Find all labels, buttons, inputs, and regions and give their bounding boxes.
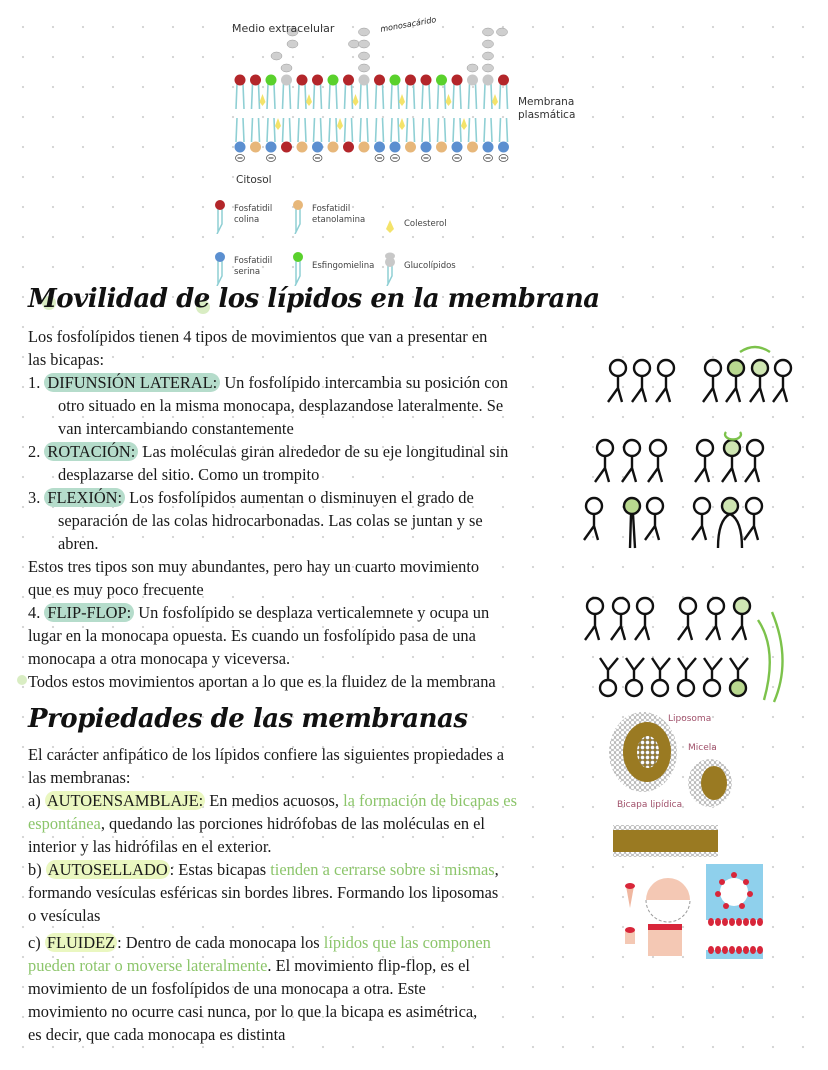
lipid-head	[467, 75, 478, 86]
text-segment: las bicapas:	[28, 350, 105, 369]
legend-item	[210, 252, 272, 286]
legend-label-line: etanolamina	[312, 215, 366, 225]
text-segment: que es muy poco frecuente	[28, 580, 204, 599]
phospholipid-figure	[611, 598, 629, 640]
text-segment: b)	[28, 860, 46, 879]
glycan-unit	[497, 28, 508, 36]
lipid-head	[281, 142, 292, 153]
legend-item	[380, 210, 447, 244]
lipid-head	[312, 142, 323, 153]
cholesterol-mark	[306, 94, 312, 106]
lipid-head	[312, 75, 323, 86]
cholesterol-mark	[492, 94, 498, 106]
monosaccharide-annotation: monosacárido	[379, 15, 437, 34]
text-line	[28, 372, 508, 394]
text-segment: Los fosfolípidos tienen 4 tipos de movimientos que van a presentar en	[28, 327, 488, 346]
text-segment: : Estas bicapas	[169, 860, 271, 879]
legend-item	[288, 200, 365, 234]
micelle-bilayer-diagram	[598, 862, 813, 962]
glycan-unit	[359, 64, 370, 72]
text-line	[28, 326, 487, 348]
cholesterol-mark	[399, 118, 405, 130]
legend-label	[234, 256, 272, 278]
cholesterol-mark	[399, 94, 405, 106]
term-highlight: FLEXIÓN:	[44, 488, 125, 507]
text-segment: 1.	[28, 373, 45, 392]
phospholipid-figure	[635, 598, 653, 640]
text-segment: , quedando las porciones hidrófobas de las moléculas en el	[100, 814, 485, 833]
membrane-diagram	[220, 14, 600, 277]
phospholipid-figure	[773, 360, 791, 402]
lipid-head	[328, 142, 339, 153]
term-highlight: AUTOENSAMBLAJE:	[46, 791, 204, 810]
membrane-label-line1: Membrana	[518, 96, 575, 108]
lipid-head	[436, 142, 447, 153]
lipid-head	[266, 75, 277, 86]
text-segment: otro situado en la misma monocapa, desplazandose lateralmente. Se	[58, 396, 504, 415]
lipid-head	[498, 75, 509, 86]
legend-swatch-icon	[288, 200, 308, 234]
lipid-head	[235, 142, 246, 153]
phospholipid-figure	[595, 440, 613, 482]
legend-label-line: Fosfatidil	[312, 204, 351, 214]
phospholipid-figure	[584, 498, 602, 540]
lipid-head	[374, 75, 385, 86]
legend-label-line: Colesterol	[404, 219, 447, 229]
legend-label	[404, 219, 447, 230]
lipid-head	[390, 75, 401, 86]
glycan-unit	[349, 40, 360, 48]
cholesterol-mark	[275, 118, 281, 130]
text-line	[28, 602, 489, 624]
text-line	[28, 487, 474, 509]
legend-item	[210, 200, 272, 234]
text-line	[28, 790, 517, 812]
phospholipid-figure	[622, 440, 640, 482]
lipid-head	[328, 75, 339, 86]
text-line	[28, 813, 485, 835]
glycan-unit	[287, 40, 298, 48]
term-highlight: FLIP-FLOP:	[44, 603, 134, 622]
text-segment: abren.	[58, 534, 99, 553]
text-line	[58, 533, 99, 555]
text-segment: van intercambiando constantemente	[58, 419, 294, 438]
phospholipid-figure	[703, 360, 721, 402]
text-segment: En medios acuosos,	[205, 791, 344, 810]
lipid-head	[483, 75, 494, 86]
term-highlight: DIFUNSIÓN LATERAL:	[44, 373, 220, 392]
text-segment: c)	[28, 933, 45, 952]
phospholipid-figure	[648, 440, 666, 482]
legend-label-line: Glucolípidos	[404, 261, 456, 271]
legend-label	[312, 261, 374, 272]
legend-item	[380, 252, 456, 286]
glycan-unit	[467, 64, 478, 72]
text-line	[28, 1024, 285, 1046]
text-line	[28, 932, 491, 954]
cholesterol-mark	[446, 94, 452, 106]
text-segment: desplazarse del sitio. Como un trompito	[58, 465, 320, 484]
text-segment: 3.	[28, 488, 45, 507]
lipid-head	[297, 75, 308, 86]
membrane-label-line2: plasmática	[518, 109, 576, 121]
text-line	[58, 464, 319, 486]
swap-arrow-icon	[740, 347, 770, 352]
bilayer-label: Bicapa lipídica	[617, 800, 683, 810]
lipid-head	[281, 75, 292, 86]
phospholipid-figure	[730, 658, 748, 696]
text-segment: las membranas:	[28, 768, 131, 787]
cholesterol-mark	[337, 118, 343, 130]
text-line	[28, 579, 204, 601]
glycan-unit	[359, 40, 370, 48]
glycan-unit	[271, 52, 282, 60]
section-title-mobility: Movilidad de los lípidos en la membrana	[28, 284, 600, 314]
lipid-head	[374, 142, 385, 153]
glycan-unit	[483, 40, 494, 48]
legend-item	[288, 252, 374, 286]
phospholipid-figure	[656, 360, 674, 402]
lipid-head	[467, 142, 478, 153]
text-line	[28, 767, 130, 789]
glycan-unit	[281, 64, 292, 72]
lipid-head	[421, 142, 432, 153]
text-segment: Un fosfolípido se desplaza verticalemnete y ocupa un	[134, 603, 490, 622]
liposome-label: Liposoma	[668, 714, 712, 724]
legend-label-line: Fosfatidil	[234, 204, 273, 214]
text-segment: Todos estos movimientos aportan a lo que es la fluidez de la membrana	[28, 672, 496, 691]
text-line	[28, 836, 272, 858]
phospholipid-figure	[678, 598, 696, 640]
legend-swatch-icon	[210, 200, 230, 234]
lipid-head	[359, 75, 370, 86]
emphasis-text: pueden rotar o moverse lateralmente	[28, 956, 268, 975]
phospholipid-figure	[722, 440, 740, 482]
text-segment: a)	[28, 791, 45, 810]
text-line	[28, 648, 290, 670]
text-segment: Un fosfolípido intercambia su posición con	[220, 373, 508, 392]
text-line	[58, 418, 294, 440]
lipid-head	[436, 75, 447, 86]
lipid-head	[452, 142, 463, 153]
phospholipid-figure	[585, 598, 603, 640]
term-highlight: AUTOSELLADO	[47, 860, 168, 879]
text-segment: o vesículas	[28, 906, 101, 925]
text-line	[28, 978, 426, 1000]
legend-swatch-icon	[210, 252, 230, 286]
membrane-label	[518, 96, 575, 122]
rotation-arrow-icon	[725, 432, 741, 439]
phospholipid-figure	[624, 498, 640, 548]
legend-label	[404, 261, 456, 272]
text-segment: : Dentro de cada monocapa los	[117, 933, 324, 952]
text-line	[28, 859, 499, 881]
movement-figures	[580, 340, 820, 710]
phospholipid-figure	[744, 498, 762, 540]
text-line	[28, 349, 104, 371]
phospholipid-figure	[726, 360, 744, 402]
legend-label-line: Esfingomielina	[312, 261, 375, 271]
text-segment: ,	[494, 860, 499, 879]
text-line	[58, 395, 503, 417]
phospholipid-figure	[626, 658, 644, 696]
micelle-label: Micela	[688, 743, 717, 753]
phospholipid-figure	[678, 658, 696, 696]
phospholipid-figure	[652, 658, 670, 696]
phospholipid-figure	[600, 658, 618, 696]
lipid-head	[250, 75, 261, 86]
text-segment: movimiento no ocurre casi nunca, por lo que la bicapa es asimétrica,	[28, 1002, 478, 1021]
legend-label	[234, 204, 272, 226]
text-segment: Estos tres tipos son muy abundantes, pero hay un cuarto movimiento	[28, 557, 480, 576]
text-segment: El carácter anfipático de los lípidos confiere las siguientes propiedades a	[28, 745, 505, 764]
phospholipid-figure	[692, 498, 710, 540]
glycan-unit	[483, 64, 494, 72]
lipid-head	[498, 142, 509, 153]
emphasis-text: tienden a cerrarse sobre si mismas	[270, 860, 495, 879]
text-line	[28, 744, 504, 766]
cytosol-label: Citosol	[236, 174, 272, 186]
flip-flop-arrow-icon	[758, 612, 783, 702]
cholesterol-mark	[461, 118, 467, 130]
glycan-unit	[359, 28, 370, 36]
lipid-head	[483, 142, 494, 153]
term-highlight: FLUIDEZ	[46, 933, 116, 952]
glycan-unit	[483, 52, 494, 60]
cholesterol-mark	[260, 94, 266, 106]
lipid-head	[359, 142, 370, 153]
text-segment: lugar en la monocapa opuesta. Es cuando un fosfolípido pasa de una	[28, 626, 476, 645]
legend-swatch-icon	[380, 210, 400, 244]
phospholipid-figure	[645, 498, 663, 540]
phospholipid-figure	[750, 360, 768, 402]
lipid-head	[343, 75, 354, 86]
text-line	[28, 671, 496, 693]
text-segment: 4.	[28, 603, 45, 622]
lipid-head	[390, 142, 401, 153]
extracellular-label: Medio extracelular	[232, 22, 335, 35]
text-segment: Los fosfolípidos aumentan o disminuyen el grado de	[125, 488, 474, 507]
lipid-head	[297, 142, 308, 153]
phospholipid-figure	[745, 440, 763, 482]
legend-label	[312, 204, 365, 226]
text-line	[28, 625, 476, 647]
text-line	[28, 955, 470, 977]
text-segment: Las moléculas giran alrededor de su eje longitudinal sin	[138, 442, 509, 461]
text-line	[28, 1001, 477, 1023]
section-title-properties: Propiedades de las membranas	[28, 704, 468, 734]
text-segment: formando vesículas esféricas sin bordes libres. Formando los liposomas	[28, 883, 499, 902]
text-line	[28, 556, 479, 578]
phospholipid-figure	[695, 440, 713, 482]
glycan-unit	[483, 28, 494, 36]
phospholipid-figure	[632, 360, 650, 402]
text-segment: movimiento de un fosfolípidos de una monocapa a otra. Este	[28, 979, 426, 998]
phospholipid-figure	[732, 598, 750, 640]
text-segment: . El movimiento flip-flop, es el	[267, 956, 470, 975]
legend-swatch-icon	[288, 252, 308, 286]
legend-label-line: serina	[234, 267, 261, 277]
phospholipid-figure	[718, 498, 742, 548]
legend-label-line: Fosfatidil	[234, 256, 273, 266]
text-line	[28, 882, 498, 904]
lipid-head	[250, 142, 261, 153]
text-segment: es decir, que cada monocapa es distinta	[28, 1025, 286, 1044]
phospholipid-figure	[704, 658, 722, 696]
term-highlight: ROTACIÓN:	[44, 442, 138, 461]
emphasis-text: lípidos que las componen	[323, 933, 491, 952]
text-line	[28, 905, 100, 927]
text-line	[28, 441, 508, 463]
emphasis-text: la formación de bicapas es	[343, 791, 517, 810]
lipid-head	[405, 142, 416, 153]
phospholipid-figure	[706, 598, 724, 640]
lipid-head	[421, 75, 432, 86]
legend-label-line: colina	[234, 215, 260, 225]
lipid-head	[405, 75, 416, 86]
lipid-head	[266, 142, 277, 153]
lipid-head	[235, 75, 246, 86]
text-segment: monocapa a otra monocapa y viceversa.	[28, 649, 291, 668]
text-line	[58, 510, 483, 532]
cholesterol-mark	[353, 94, 359, 106]
lipid-head	[343, 142, 354, 153]
emphasis-text: espontánea	[28, 814, 101, 833]
text-segment: 2.	[28, 442, 45, 461]
lipid-head	[452, 75, 463, 86]
text-segment: separación de las colas hidrocarbonadas. Las colas se juntan y se	[58, 511, 483, 530]
glycan-unit	[359, 52, 370, 60]
legend-swatch-icon	[380, 252, 400, 286]
lipid-structures-figure	[595, 710, 820, 860]
text-segment: interior y las hidrófilas en el exterior.	[28, 837, 272, 856]
phospholipid-figure	[608, 360, 626, 402]
